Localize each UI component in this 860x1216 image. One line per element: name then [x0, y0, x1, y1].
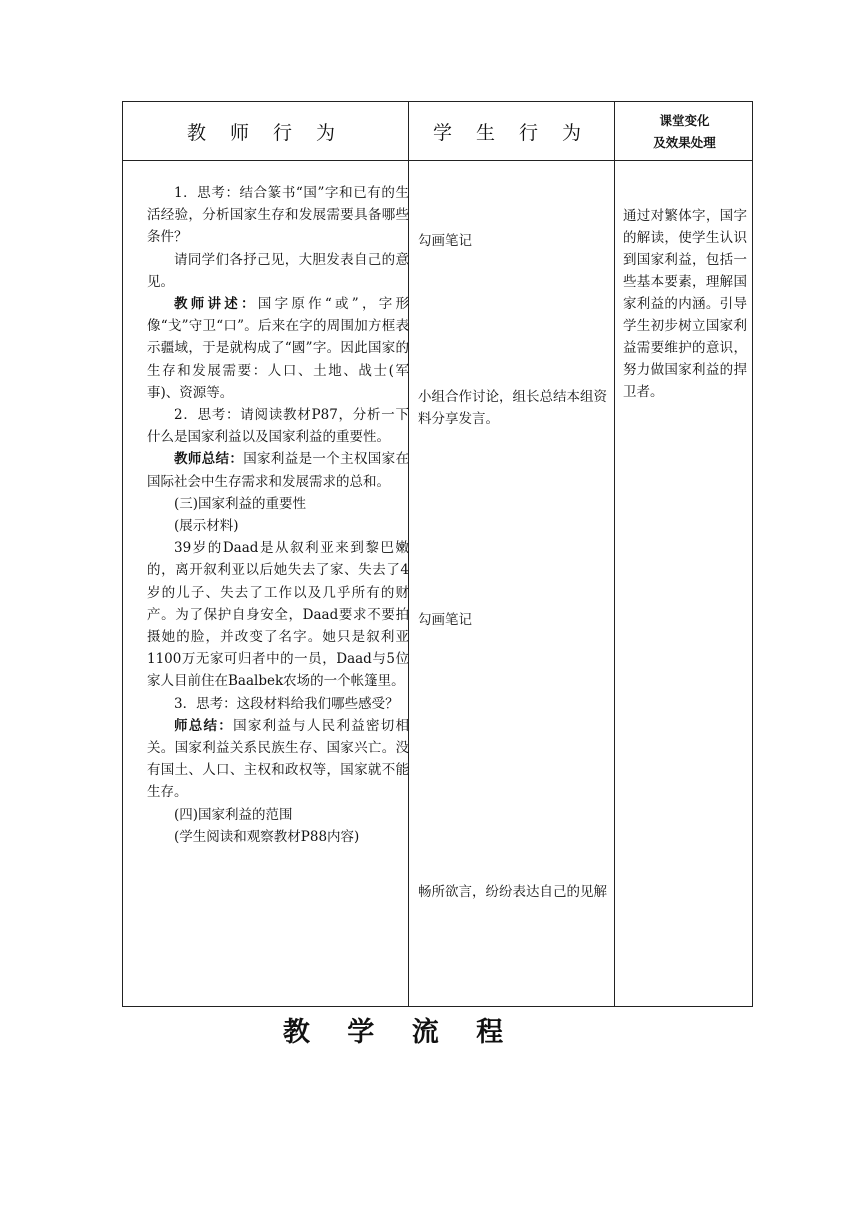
teacher-text: 国字原作“或”，字形像“戈”守卫“口”。后来在字的周围加方框表示疆域，于是就构成了“國”字。因此国家的生存和发展需要：人口、土地、战士(军事)、资源等。 [147, 296, 410, 401]
student-note-2: 小组合作讨论，组长总结本组资料分享发言。 [418, 389, 607, 427]
teacher-paragraph [147, 448, 409, 492]
column-divider [614, 102, 615, 1006]
teacher-paragraph: 39岁的Daad是从叙利亚来到黎巴嫩的，离开叙利亚以后她失去了家、失去了4岁的儿子、失去了工作以及几乎所有的财产。为了保护自身安全，Daad要求不要拍摄她的脸，并改变了名字。她只是叙利亚1100万无家可归者中的一员，Daad与5位家人目前住在Baalbek农场的一个帐篷里。 [147, 540, 409, 690]
teacher-label: 教师总结： [174, 451, 244, 468]
teacher-label: 教师讲述： [174, 296, 258, 313]
header-teacher: 教 师 行 为 [186, 122, 345, 144]
teacher-paragraph: 请同学们各抒己见，大胆发表自己的意见。 [147, 251, 409, 290]
lesson-table [122, 101, 753, 1007]
teacher-paragraph: 2．思考：请阅读教材P87，分析一下什么是国家利益以及国家利益的重要性。 [147, 407, 409, 446]
teacher-paragraph [147, 293, 409, 404]
teacher-text: 国家利益与人民利益密切相关。国家利益关系民族生存、国家兴亡。没有国土、人口、主权和政权等，国家就不能生存。 [147, 717, 410, 801]
teacher-paragraph: (四)国家利益的范围 [174, 806, 293, 823]
teacher-paragraph: (学生阅读和观察教材P88内容) [174, 828, 360, 845]
student-note-1: 勾画笔记 [418, 233, 472, 249]
student-note-3: 勾画笔记 [418, 612, 472, 628]
header-notes-line2: 及效果处理 [653, 134, 716, 150]
page-title: 教 学 流 程 [282, 1017, 518, 1048]
teacher-paragraph: 1．思考：结合篆书“国”字和已有的生活经验，分析国家生存和发展需要具备哪些条件？ [147, 185, 409, 246]
header-notes-line1: 课堂变化 [659, 112, 710, 128]
teacher-label: 师总结： [174, 717, 234, 734]
teacher-paragraph: 3．思考：这段材料给我们哪些感受？ [174, 695, 399, 712]
teacher-text: 国家利益是一个主权国家在国际社会中生存需求和发展需求的总和。 [147, 451, 409, 490]
teacher-paragraph [147, 715, 409, 804]
header-notes [615, 102, 754, 161]
header-student: 学 生 行 为 [432, 122, 591, 144]
teacher-column [147, 182, 409, 848]
teacher-paragraph: (展示材料) [174, 518, 239, 535]
teacher-paragraph: (三)国家利益的重要性 [174, 495, 307, 512]
notes-column: 通过对繁体字，国字的解读，使学生认识到国家利益，包括一些基本要素，理解国家利益的内涵。引导学生初步树立国家利益需要维护的意识，努力做国家利益的捍卫者。 [623, 208, 747, 400]
student-note-4: 畅所欲言，纷纷表达自己的见解 [418, 884, 607, 900]
